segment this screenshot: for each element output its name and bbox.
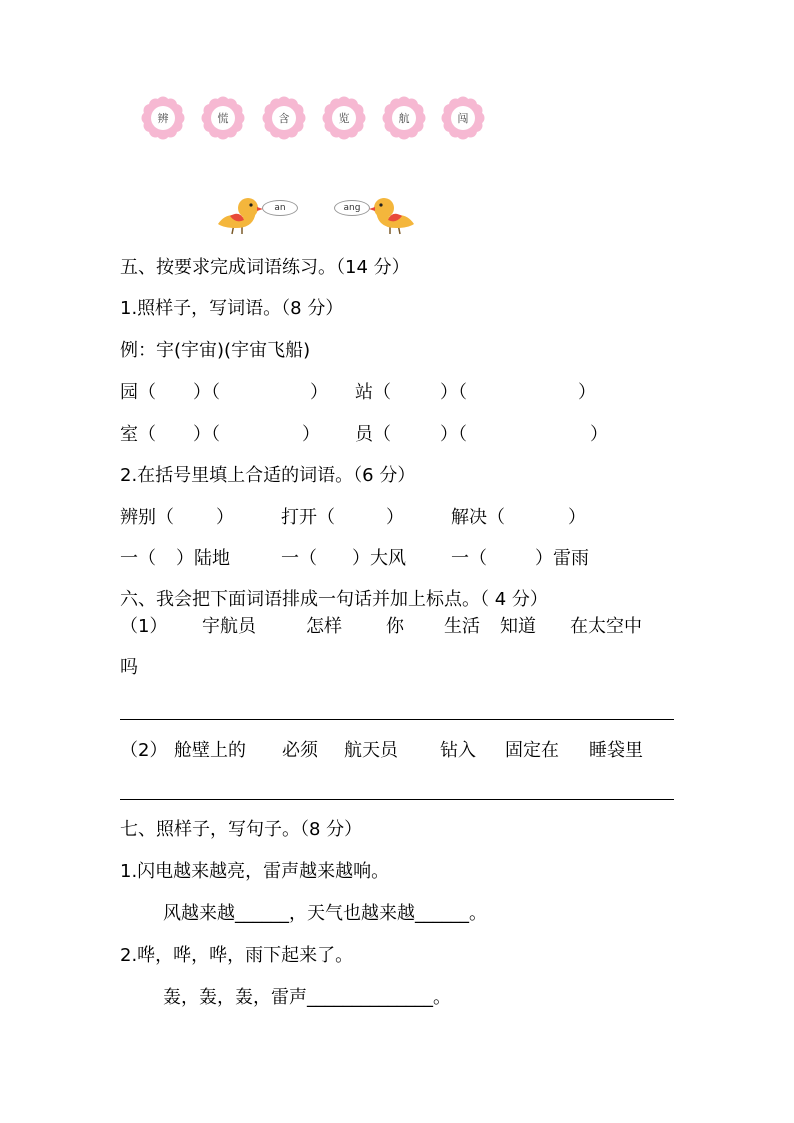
word: 航天员 <box>344 740 398 761</box>
bird-icon <box>216 194 264 238</box>
row-text: ）陆地 <box>176 548 230 569</box>
bubble-right <box>334 200 370 216</box>
row-text: ）（ <box>193 424 220 445</box>
row-text: 员（ <box>355 424 391 445</box>
bird-right <box>368 194 416 238</box>
row-text: 室（ <box>120 424 156 445</box>
word: 在太空中 <box>570 616 642 637</box>
section7-q2-task: 轰，轰，轰，雷声______________。 <box>163 987 451 1008</box>
row-text: ）雷雨 <box>535 548 589 569</box>
word: 怎样 <box>306 616 342 637</box>
row-text: ）（ <box>193 382 220 403</box>
row-text: ） <box>590 424 608 445</box>
section5-title: 五、按要求完成词语练习。（14 分） <box>120 257 410 278</box>
section7-q1-example: 1.闪电越来越亮，雷声越来越响。 <box>120 861 390 882</box>
row-text: 解决（ <box>451 507 505 528</box>
word: 舱壁上的 <box>174 740 246 761</box>
flower-char: 辨 <box>157 112 169 125</box>
flower-char: 航 <box>398 112 410 125</box>
row-text: ）（ <box>440 424 467 445</box>
flower-char: 慌 <box>217 112 229 125</box>
flower-6 <box>440 95 486 141</box>
bubble-right-text: ang <box>343 203 361 213</box>
flower-1 <box>140 95 186 141</box>
row-text: ）大风 <box>352 548 406 569</box>
bird-icon <box>368 194 416 238</box>
section7-q1-task: 风越来越______，天气也越来越______。 <box>163 903 487 924</box>
sentence-number: （2） <box>120 740 168 761</box>
section5-q1-example: 例：宇(宇宙)(宇宙飞船) <box>120 340 311 361</box>
row-text: ） <box>386 507 404 528</box>
section6-title: 六、我会把下面词语排成一句话并加上标点。（ 4 分） <box>120 589 548 610</box>
row-text: 园（ <box>120 382 156 403</box>
section5-q1-title: 1.照样子，写词语。（8 分） <box>120 298 344 319</box>
word: 必须 <box>282 740 318 761</box>
flower-4 <box>321 95 367 141</box>
answer-line-1[interactable] <box>120 719 674 720</box>
row-text: ） <box>310 382 328 403</box>
word: 知道 <box>500 616 536 637</box>
word: 宇航员 <box>202 616 256 637</box>
flower-char: 闯 <box>457 112 469 125</box>
row-text: 一（ <box>120 548 156 569</box>
flower-2 <box>200 95 246 141</box>
flower-char: 览 <box>338 112 350 125</box>
section5-q2-title: 2.在括号里填上合适的词语。（6 分） <box>120 465 416 486</box>
row-text: 一（ <box>281 548 317 569</box>
bird-left <box>216 194 264 238</box>
row-text: ） <box>216 507 234 528</box>
flower-char: 含 <box>278 112 290 125</box>
word: 你 <box>386 616 404 637</box>
row-text: 辨别（ <box>120 507 174 528</box>
section7-title: 七、照样子，写句子。（8 分） <box>120 819 363 840</box>
section7-q2-example: 2.哗，哗，哗，雨下起来了。 <box>120 945 354 966</box>
row-text: 打开（ <box>281 507 335 528</box>
word: 睡袋里 <box>589 740 643 761</box>
bubble-left <box>262 200 298 216</box>
row-text: 站（ <box>355 382 391 403</box>
word: 钻入 <box>440 740 476 761</box>
bubble-left-text: an <box>274 203 286 213</box>
word: 生活 <box>444 616 480 637</box>
row-text: ） <box>568 507 586 528</box>
row-text: ） <box>302 424 320 445</box>
row-text: ）（ <box>440 382 467 403</box>
word: 吗 <box>120 657 138 678</box>
word: 固定在 <box>505 740 559 761</box>
flower-5 <box>381 95 427 141</box>
row-text: 一（ <box>451 548 487 569</box>
answer-line-2[interactable] <box>120 799 674 800</box>
flower-3 <box>261 95 307 141</box>
sentence-number: （1） <box>120 616 168 637</box>
row-text: ） <box>578 382 596 403</box>
